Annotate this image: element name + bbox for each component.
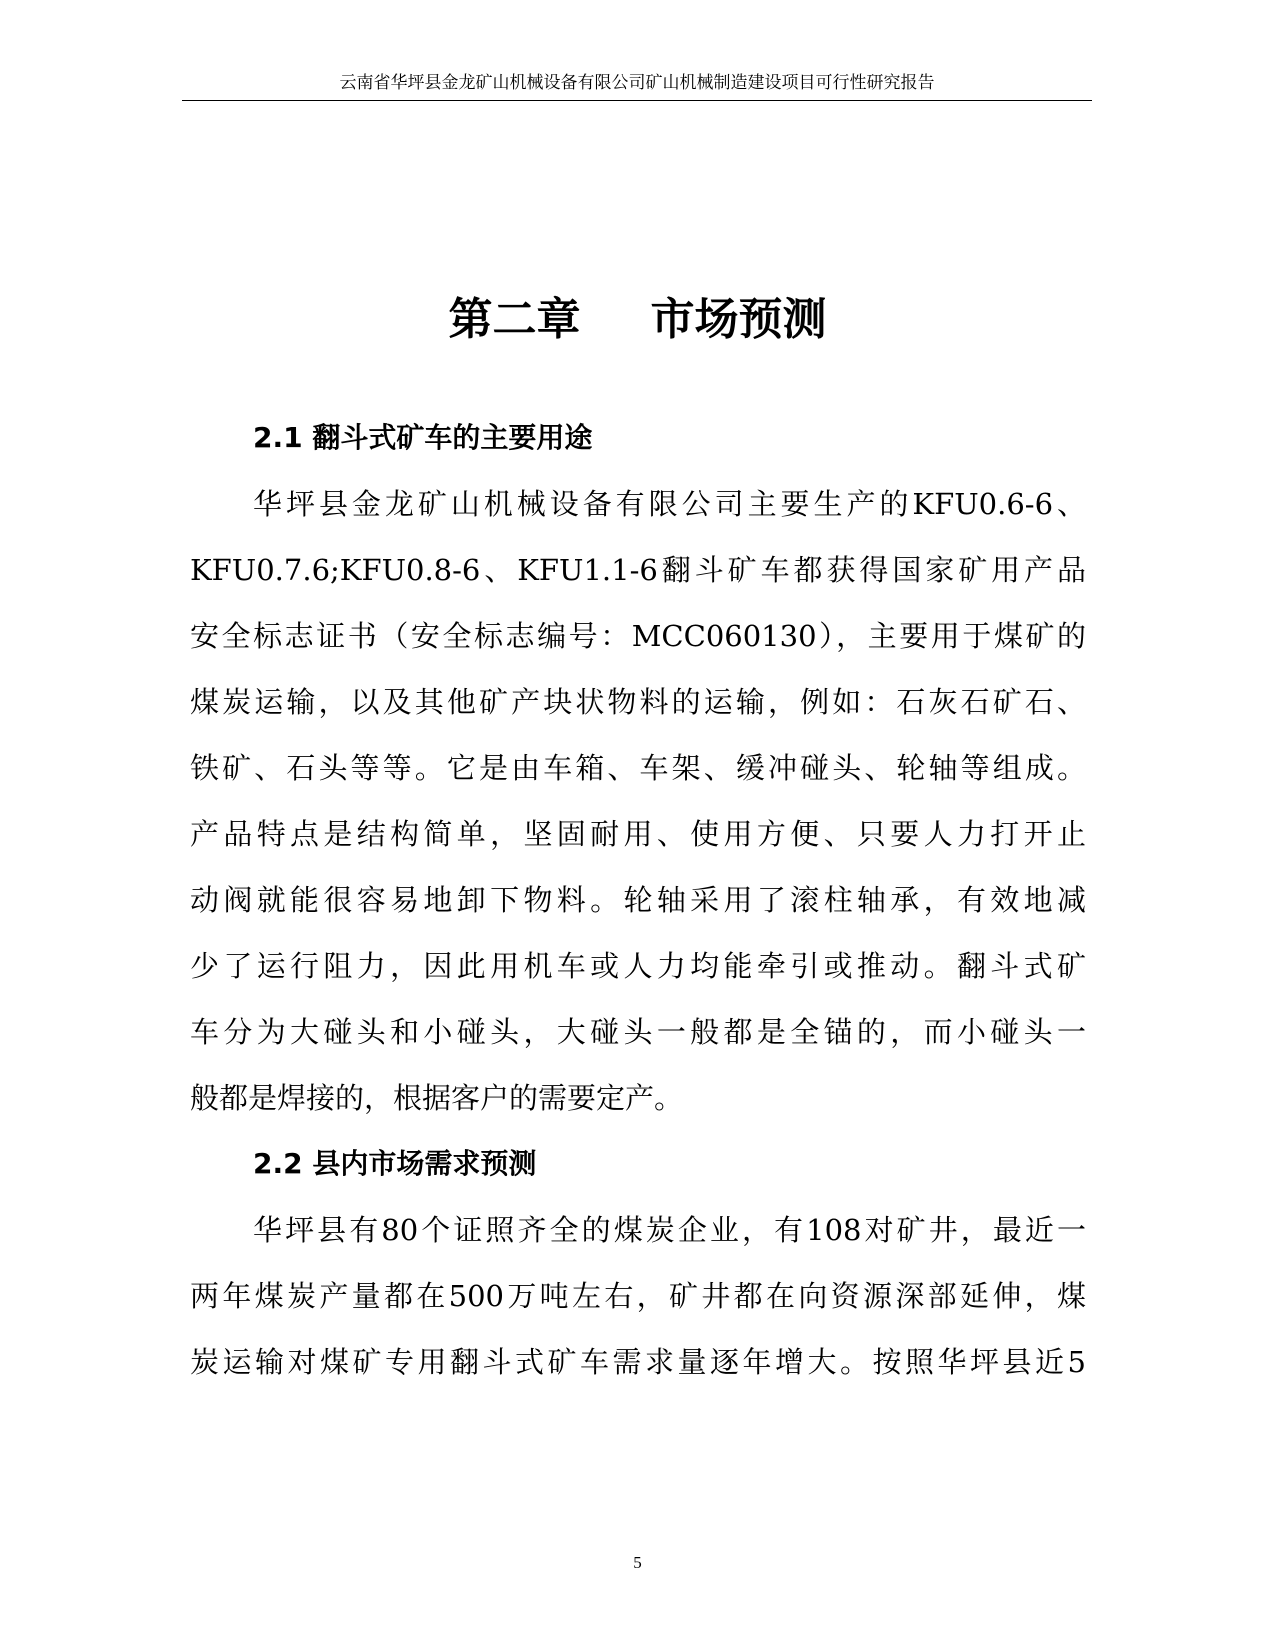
paragraph-line: 产品特点是结构简单，坚固耐用、使用方便、只要人力打开止 <box>190 817 1086 851</box>
paragraph-line: 动阀就能很容易地卸下物料。轮轴采用了滚柱轴承，有效地减 <box>190 883 1086 917</box>
section-heading-2-1: 2.1 翻斗式矿车的主要用途 <box>253 421 593 454</box>
paragraph-line: 般都是焊接的，根据客户的需要定产。 <box>190 1081 684 1115</box>
header-rule <box>182 100 1092 101</box>
paragraph-line: 少了运行阻力，因此用机车或人力均能牵引或推动。翻斗式矿 <box>190 949 1086 983</box>
paragraph-line: 车分为大碰头和小碰头，大碰头一般都是全锚的，而小碰头一 <box>190 1015 1086 1049</box>
page-number: 5 <box>633 1553 642 1572</box>
section-heading-2-2: 2.2 县内市场需求预测 <box>253 1147 537 1180</box>
paragraph-line: 安全标志证书（安全标志编号：MCC060130），主要用于煤矿的 <box>190 619 1086 653</box>
paragraph-line: 煤炭运输，以及其他矿产块状物料的运输，例如：石灰石矿石、 <box>190 685 1086 719</box>
chapter-number: 第二章 <box>448 294 581 345</box>
paragraph-line: 华坪县金龙矿山机械设备有限公司主要生产的KFU0.6-6、 <box>253 487 1086 521</box>
chapter-title <box>0 290 1275 350</box>
paragraph-line: 炭运输对煤矿专用翻斗式矿车需求量逐年增大。按照华坪县近5 <box>190 1345 1086 1379</box>
paragraph-line: 华坪县有80个证照齐全的煤炭企业，有108对矿井，最近一 <box>253 1213 1086 1247</box>
chapter-name: 市场预测 <box>650 294 827 345</box>
running-header: 云南省华坪县金龙矿山机械设备有限公司矿山机械制造建设项目可行性研究报告 <box>339 73 935 93</box>
paragraph-line: 两年煤炭产量都在500万吨左右，矿井都在向资源深部延伸，煤 <box>190 1279 1086 1313</box>
paragraph-line: KFU0.7.6;KFU0.8-6、KFU1.1-6翻斗矿车都获得国家矿用产品 <box>190 553 1086 587</box>
paragraph-line: 铁矿、石头等等。它是由车箱、车架、缓冲碰头、轮轴等组成。 <box>190 751 1086 785</box>
